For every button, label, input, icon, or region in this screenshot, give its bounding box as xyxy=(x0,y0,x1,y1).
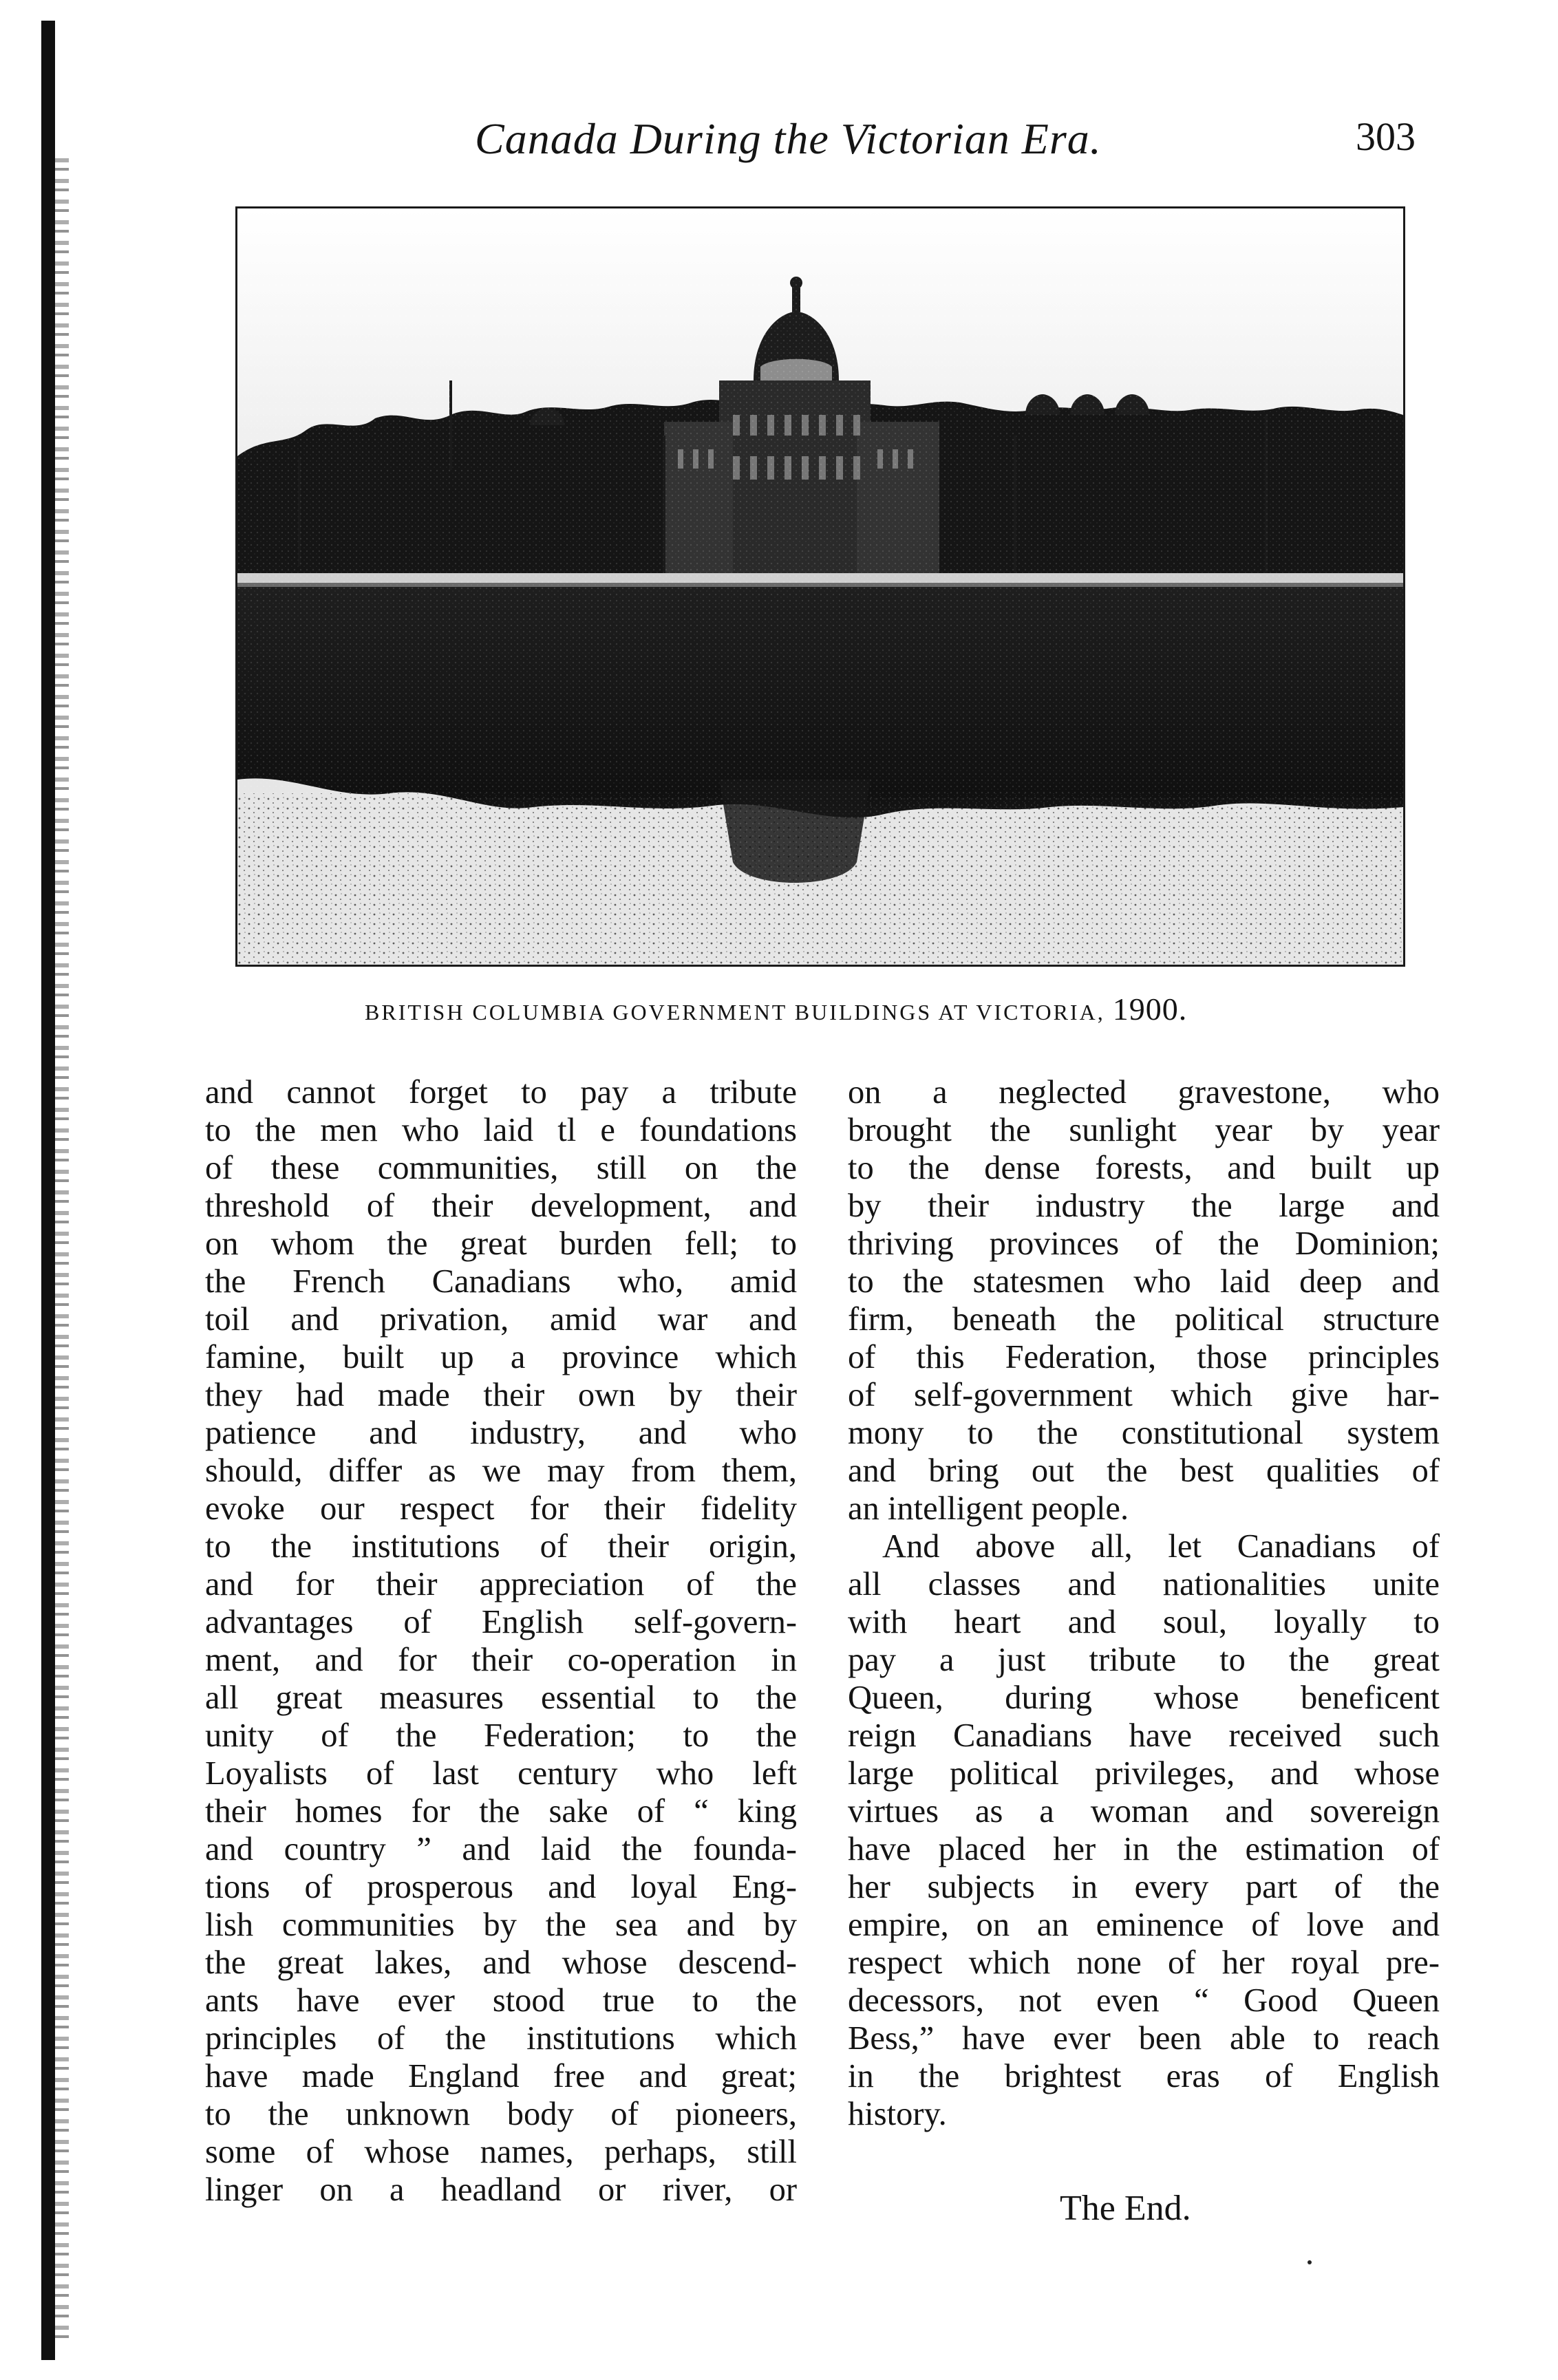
text-line: toil and privation, amid war and xyxy=(205,1301,797,1338)
text-line: reign Canadians have received such xyxy=(848,1717,1440,1754)
text-line: respect which none of her royal pre- xyxy=(848,1944,1440,1981)
left-text-column xyxy=(205,1073,797,2209)
text-line: have made England free and great; xyxy=(205,2058,797,2094)
government-buildings-photo xyxy=(235,206,1405,967)
text-line: of this Federation, those principles xyxy=(848,1339,1440,1375)
text-line: ment, and for their co-operation in xyxy=(205,1642,797,1678)
text-line: Loyalists of last century who left xyxy=(205,1755,797,1792)
text-line: patience and industry, and who xyxy=(205,1415,797,1451)
text-line: the great lakes, and whose descend- xyxy=(205,1944,797,1981)
text-line: to the unknown body of pioneers, xyxy=(205,2096,797,2132)
text-line: pay a just tribute to the great xyxy=(848,1642,1440,1678)
text-line: mony to the constitutional system xyxy=(848,1415,1440,1451)
figure-caption xyxy=(365,991,1397,1027)
page-gutter-edge xyxy=(55,158,69,2346)
text-line: famine, built up a province which xyxy=(205,1339,797,1375)
text-line: unity of the Federation; to the xyxy=(205,1717,797,1754)
text-line: Bess,” have ever been able to reach xyxy=(848,2020,1440,2057)
text-line: decessors, not even “ Good Queen xyxy=(848,1982,1440,2019)
book-spine-shadow xyxy=(41,21,55,2360)
text-line: to the statesmen who laid deep and xyxy=(848,1263,1440,1300)
text-line: threshold of their development, and xyxy=(205,1188,797,1224)
figure-caption-year: 1900. xyxy=(1112,991,1188,1027)
text-line: in the brightest eras of English xyxy=(848,2058,1440,2094)
text-line: should, differ as we may from them, xyxy=(205,1452,797,1489)
page-number: 303 xyxy=(1356,114,1416,159)
text-line: linger on a headland or river, or xyxy=(205,2172,797,2208)
text-line: virtues as a woman and sovereign xyxy=(848,1793,1440,1830)
text-line: and for their appreciation of the xyxy=(205,1566,797,1602)
text-line: evoke our respect for their fidelity xyxy=(205,1490,797,1527)
print-speck xyxy=(1308,2260,1312,2264)
figure-caption-text: BRITISH COLUMBIA GOVERNMENT BUILDINGS AT VICTORIA, xyxy=(365,1000,1105,1025)
text-line: of self-government which give har- xyxy=(848,1377,1440,1413)
text-line: history. xyxy=(848,2096,947,2132)
text-line: firm, beneath the political structure xyxy=(848,1301,1440,1338)
text-line: on whom the great burden fell; to xyxy=(205,1225,797,1262)
text-line: thriving provinces of the Dominion; xyxy=(848,1225,1440,1262)
text-line: advantages of English self-govern- xyxy=(205,1604,797,1640)
text-line: the French Canadians who, amid xyxy=(205,1263,797,1300)
text-line: tions of prosperous and loyal Eng- xyxy=(205,1869,797,1905)
text-line: with heart and soul, loyally to xyxy=(848,1604,1440,1640)
text-line: large political privileges, and whose xyxy=(848,1755,1440,1792)
text-line: some of whose names, perhaps, still xyxy=(205,2134,797,2170)
running-title: Canada During the Victorian Era. xyxy=(475,114,1102,163)
text-line: on a neglected gravestone, who xyxy=(848,1074,1440,1111)
text-line: all classes and nationalities unite xyxy=(848,1566,1440,1602)
text-line: their homes for the sake of “ king xyxy=(205,1793,797,1830)
text-line: an intelligent people. xyxy=(848,1490,1129,1527)
text-line: to the dense forests, and built up xyxy=(848,1150,1440,1186)
text-line: empire, on an eminence of love and xyxy=(848,1907,1440,1943)
text-line: by their industry the large and xyxy=(848,1188,1440,1224)
text-line: and cannot forget to pay a tribute xyxy=(205,1074,797,1111)
text-line: ants have ever stood true to the xyxy=(205,1982,797,2019)
text-line: lish communities by the sea and by xyxy=(205,1907,797,1943)
right-text-column xyxy=(848,1073,1440,2133)
text-line: have placed her in the estimation of xyxy=(848,1831,1440,1867)
text-line: to the institutions of their origin, xyxy=(205,1528,797,1565)
text-line: to the men who laid tl e foundations xyxy=(205,1112,797,1148)
text-line: brought the sunlight year by year xyxy=(848,1112,1440,1148)
text-line: And above all, let Canadians of xyxy=(882,1528,1440,1565)
text-line: Queen, during whose beneficent xyxy=(848,1680,1440,1716)
text-line: they had made their own by their xyxy=(205,1377,797,1413)
text-line: and country ” and laid the founda- xyxy=(205,1831,797,1867)
text-line: and bring out the best qualities of xyxy=(848,1452,1440,1489)
text-line: of these communities, still on the xyxy=(205,1150,797,1186)
text-line: her subjects in every part of the xyxy=(848,1869,1440,1905)
photo-halftone xyxy=(237,208,1403,965)
text-line: all great measures essential to the xyxy=(205,1680,797,1716)
closing-the-end: The End. xyxy=(1060,2189,1191,2228)
text-line: principles of the institutions which xyxy=(205,2020,797,2057)
